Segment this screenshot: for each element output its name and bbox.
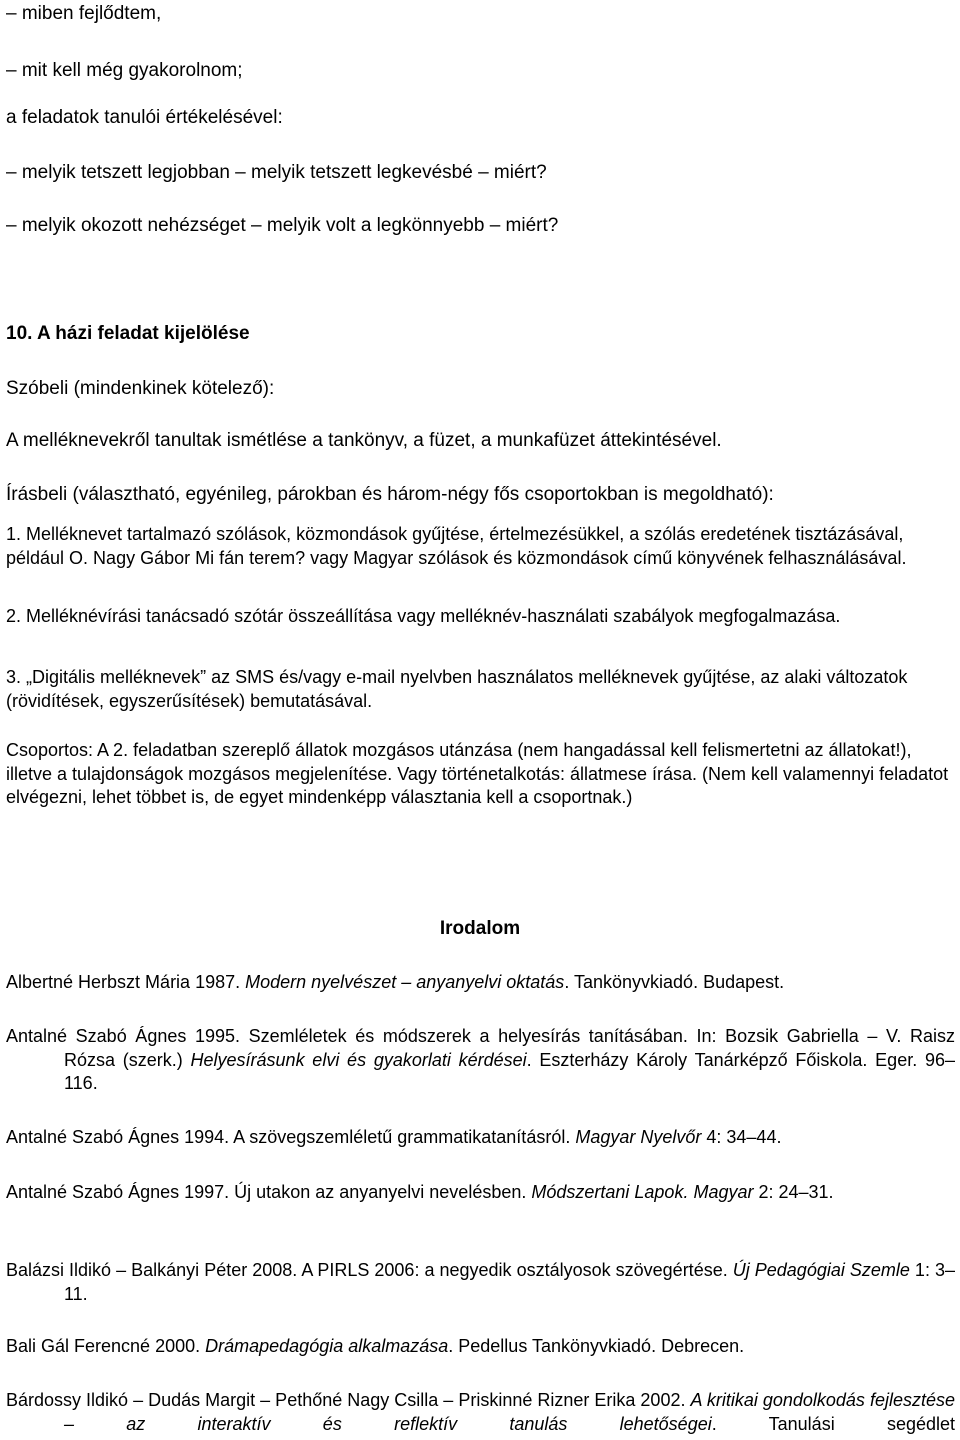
reference-item: Antalné Szabó Ágnes 1994. A szövegszemléletű grammatikatanításról. Magyar Nyelvőr 4: 34–44. [6,1127,782,1147]
task-2: 2. Melléknévírási tanácsadó szótár összeállítása vagy melléknév-használati szabályok megfogalmazása. [6,606,841,626]
references-title: Irodalom [439,918,521,939]
reference-item: Albertné Herbszt Mária 1987. Modern nyelvészet – anyanyelvi oktatás. Tankönyvkiadó. Budapest. [6,972,785,992]
written-label: Írásbeli (választható, egyénileg, párokban és három-négy fős csoportokban is megoldható): [6,484,774,505]
reference-item: Balázsi Ildikó – Balkányi Péter 2008. A PIRLS 2006: a negyedik osztályosok szövegértése. Új Pedagógiai Szemle 1: 3–11. [6,1260,955,1304]
section-heading: 10. A házi feladat kijelölése [6,323,250,344]
reference-item: Antalné Szabó Ágnes 1997. Új utakon az anyanyelvi nevelésben. Módszertani Lapok. Magyar 2: 24–31. [6,1182,834,1202]
task-3: 3. „Digitális melléknevek” az SMS és/vagy e-mail nyelvben használatos melléknevek gyűjtése, az alaki változatok (rövidítések, egyszerűsítések) bemutatásával. [6,667,908,711]
list-item: – miben fejlődtem, [6,3,162,24]
list-item: – mit kell még gyakorolnom; [6,60,243,81]
reference-item: Bárdossy Ildikó – Dudás Margit – Pethőné Nagy Csilla – Priskinné Rizner Erika 2002. A kritikai gondolkodás fejlesztése – az interaktív és reflektív tanulás lehetőségei. Tanulási segédlet [6,1390,955,1434]
oral-text: A melléknevekről tanultak ismétlése a tankönyv, a füzet, a munkafüzet áttekintésével. [6,430,722,451]
group-task: Csoportos: A 2. feladatban szereplő állatok mozgásos utánzása (nem hangadással kell felismertetni az állatokat!), illetve a tulajdonságok mozgásos megjelenítése. Vagy történetalkotás: állatmese írása. (Nem kell valamennyi feladatot elvégezni, lehet többet is, de egyet mindenképp választania kell a csoportnak.) [6,740,949,807]
task-1: 1. Melléknevet tartalmazó szólások, közmondások gyűjtése, értelmezésükkel, a szólás eredetének tisztázásával, például O. Nagy Gábor Mi fán terem? vagy Magyar szólások és közmondások című könyvének felhasználásával. [6,524,907,568]
list-item: – melyik tetszett legjobban – melyik tetszett legkevésbé – miért? [6,162,547,183]
list-item: a feladatok tanulói értékelésével: [6,107,283,128]
list-item: – melyik okozott nehézséget – melyik volt a legkönnyebb – miért? [6,215,559,236]
reference-item: Antalné Szabó Ágnes 1995. Szemléletek és módszerek a helyesírás tanításában. In: Bozsik Gabriella – V. Raisz Rózsa (szerk.) Helyesírásunk elvi és gyakorlati kérdései. Eszterházy Károly Tanárképző Főiskola. Eger. 96–116. [6,1026,955,1093]
oral-label: Szóbeli (mindenkinek kötelező): [6,378,275,399]
reference-item: Bali Gál Ferencné 2000. Drámapedagógia alkalmazása. Pedellus Tankönyvkiadó. Debrecen. [6,1336,745,1356]
